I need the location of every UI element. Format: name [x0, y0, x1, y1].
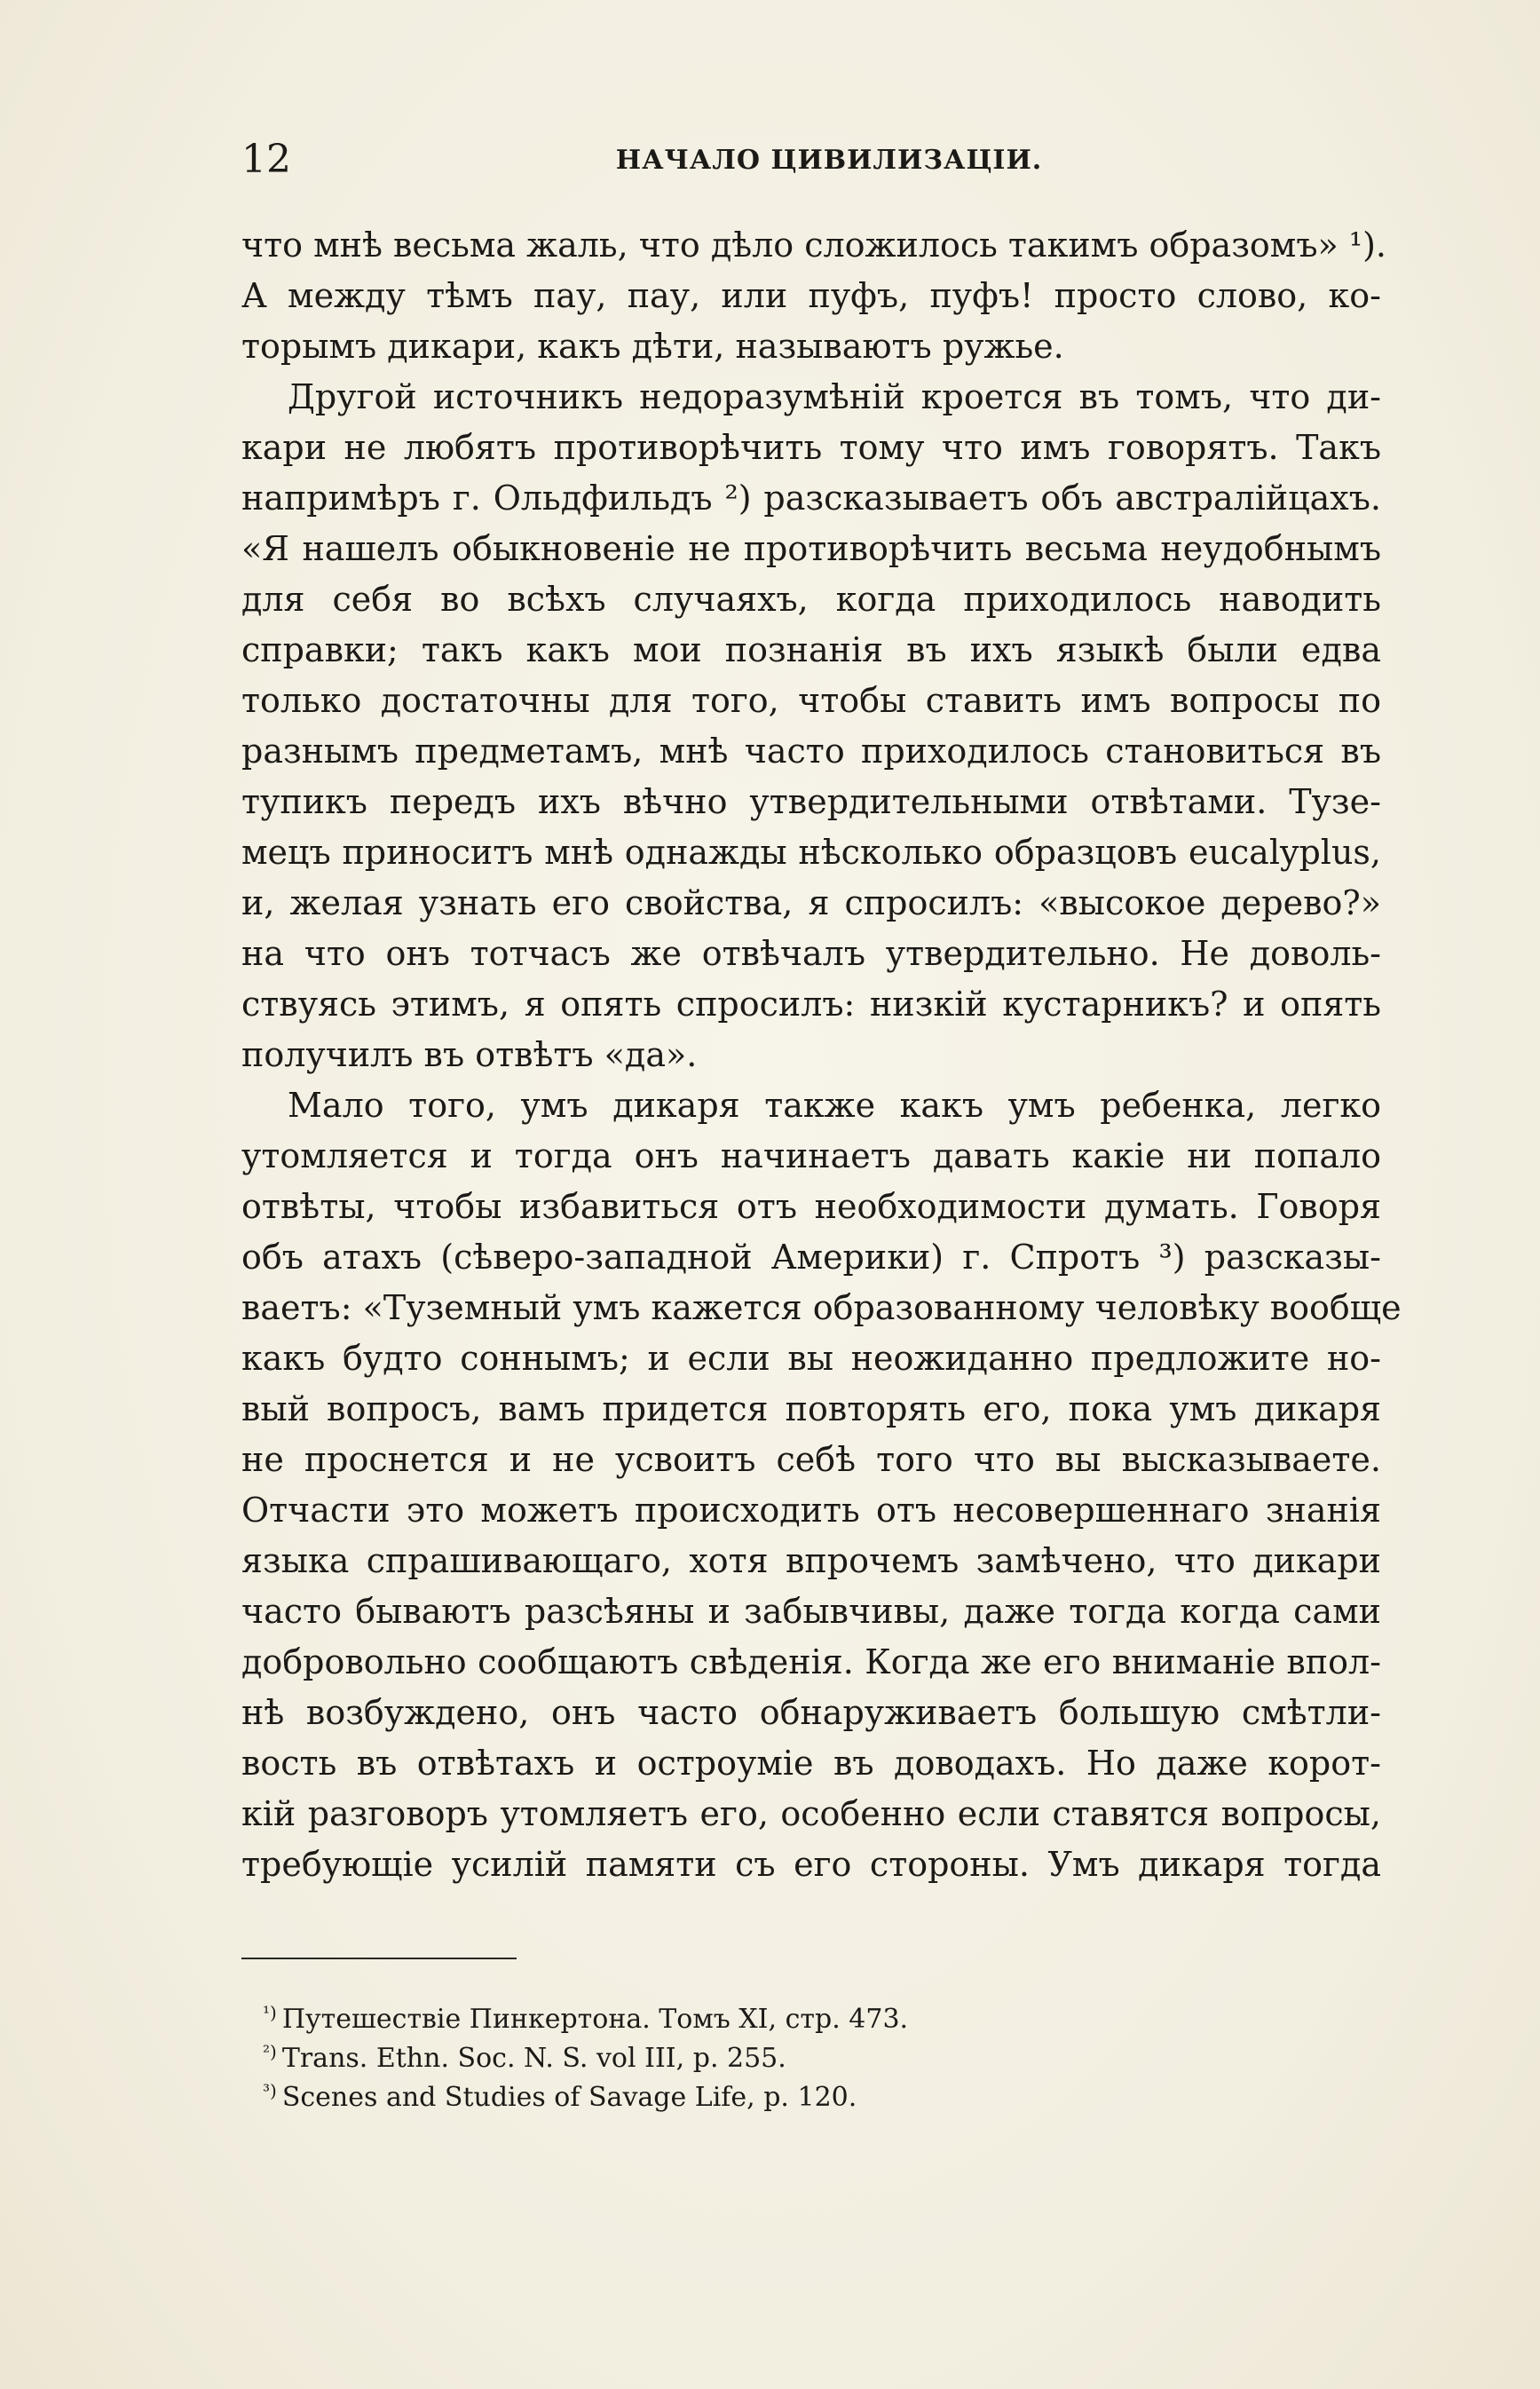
text-line: Отчасти это можетъ происходить отъ несовершеннаго знанія: [241, 1491, 1381, 1530]
text-line: отвѣты, чтобы избавиться отъ необходимости думать. Говоря: [241, 1187, 1381, 1226]
page-number: 12: [241, 137, 291, 182]
text-line: языка спрашивающаго, хотя впрочемъ замѣчено, что дикари: [241, 1541, 1381, 1580]
footnote-text: Trans. Ethn. Soc. N. S. vol III, p. 255.: [281, 2043, 786, 2074]
running-title: НАЧАЛО ЦИВИЛИЗАЦІИ.: [615, 145, 1043, 176]
footnote-text: Scenes and Studies of Savage Life, p. 120.: [281, 2082, 857, 2113]
footnote-1: [263, 1993, 1062, 2035]
text-line: требующіе усилій памяти съ его стороны. Умъ дикаря тогда: [241, 1845, 1381, 1884]
footnote-text: Путешествіе Пинкертона. Томъ XI, стр. 473.: [281, 2004, 909, 2035]
text-line: вость въ отвѣтахъ и остроуміе въ доводахъ. Но даже корот-: [241, 1744, 1381, 1783]
text-line: Другой источникъ недоразумѣній кроется въ томъ, что ди-: [288, 377, 1381, 416]
text-line: «Я нашелъ обыкновеніе не противорѣчить весьма неудобнымъ: [241, 529, 1381, 568]
text-line: что мнѣ весьма жаль, что дѣло сложилось такимъ образомъ» ¹).: [241, 225, 1386, 265]
text-line: объ атахъ (сѣверо-западной Америки) г. Спротъ ³) разсказы-: [241, 1238, 1381, 1277]
text-line: кій разговоръ утомляетъ его, особенно если ставятся вопросы,: [241, 1794, 1381, 1833]
text-line: вый вопросъ, вамъ придется повторять его, пока умъ дикаря: [241, 1389, 1381, 1428]
text-line: ваетъ: «Туземный умъ кажется образованному человѣку вообще: [241, 1288, 1402, 1327]
text-line: нѣ возбуждено, онъ часто обнаруживаетъ большую смѣтли-: [241, 1693, 1381, 1732]
text-line: и, желая узнать его свойства, я спросилъ: «высокое дерево?»: [241, 883, 1381, 922]
body-text: [241, 220, 1402, 1890]
footnote-divider: [241, 1958, 517, 1959]
text-line: кари не любятъ противорѣчить тому что имъ говорятъ. Такъ: [241, 428, 1381, 467]
footnote-mark: ²): [263, 2041, 277, 2062]
text-line: для себя во всѣхъ случаяхъ, когда приходилось наводить: [241, 580, 1381, 619]
footnote-mark: ¹): [263, 2002, 277, 2023]
text-line: получилъ въ отвѣтъ «да».: [241, 1035, 698, 1074]
text-line: не проснется и не усвоитъ себѣ того что вы высказываете.: [241, 1440, 1381, 1479]
text-line: добровольно сообщаютъ свѣденія. Когда же его вниманіе впол-: [241, 1642, 1381, 1681]
text-line: какъ будто соннымъ; и если вы неожиданно предложите но-: [241, 1339, 1381, 1378]
text-line: на что онъ тотчасъ же отвѣчалъ утвердительно. Не доволь-: [241, 934, 1381, 973]
text-line: справки; такъ какъ мои познанія въ ихъ языкѣ были едва: [241, 630, 1381, 669]
page-header: [241, 133, 1381, 186]
footnote-3: [263, 2071, 1062, 2113]
text-line: тупикъ передъ ихъ вѣчно утвердительными отвѣтами. Тузе-: [241, 782, 1381, 821]
text-line: А между тѣмъ пау, пау, или пуфъ, пуфъ! просто слово, ко-: [241, 276, 1381, 315]
text-line: разнымъ предметамъ, мнѣ часто приходилось становиться въ: [241, 732, 1381, 771]
text-line: часто бываютъ разсѣяны и забывчивы, даже тогда когда сами: [241, 1592, 1381, 1631]
footnote-2: [263, 2032, 1062, 2074]
text-line: утомляется и тогда онъ начинаетъ давать какіе ни попало: [241, 1136, 1381, 1175]
footnotes: [263, 1993, 1062, 2113]
text-line: торымъ дикари, какъ дѣти, называютъ ружье.: [241, 327, 1064, 366]
footnote-mark: ³): [263, 2080, 277, 2101]
text-line: напримѣръ г. Ольдфильдъ ²) разсказываетъ объ австралійцахъ.: [241, 479, 1381, 518]
text-line: ствуясь этимъ, я опять спросилъ: низкій кустарникъ? и опять: [241, 985, 1381, 1024]
text-line: только достаточны для того, чтобы ставить имъ вопросы по: [241, 681, 1381, 720]
text-line: мецъ приноситъ мнѣ однажды нѣсколько образцовъ eucalyplus,: [241, 833, 1381, 872]
text-line: Мало того, умъ дикаря также какъ умъ ребенка, легко: [288, 1086, 1381, 1125]
